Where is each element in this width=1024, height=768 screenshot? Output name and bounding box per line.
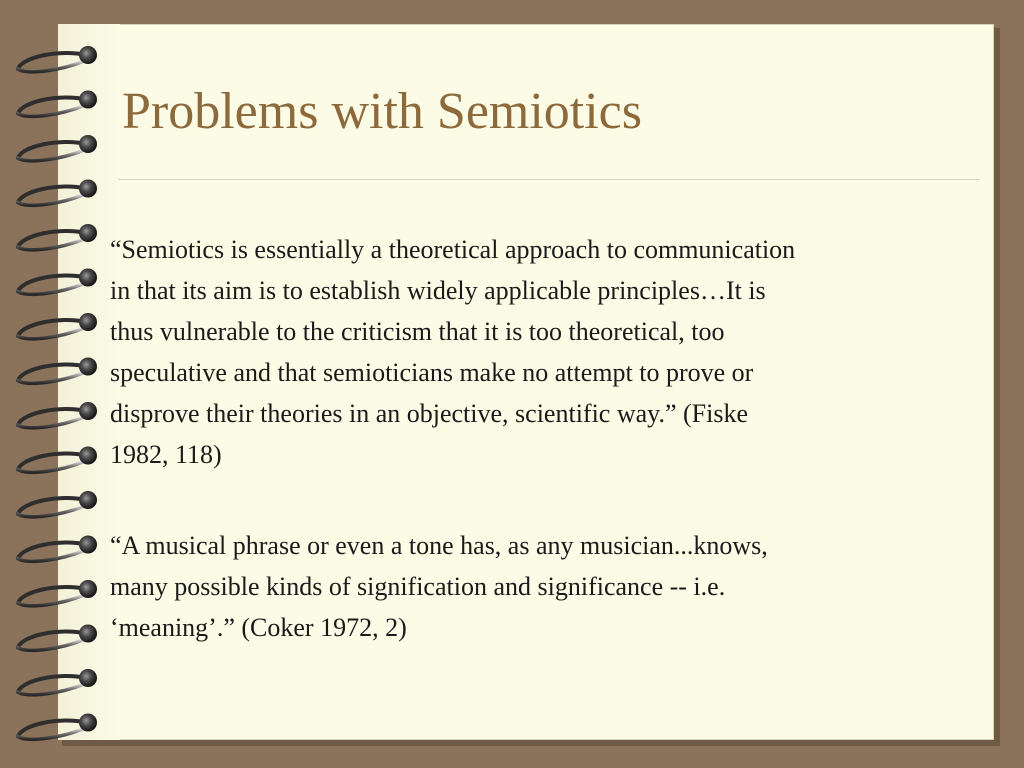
spiral-ring-icon (18, 625, 97, 651)
spiral-ring-icon (18, 447, 97, 473)
spiral-ring-icon (18, 669, 97, 695)
spiral-ring-icon (18, 714, 97, 740)
quote-fiske: “Semiotics is essentially a theoretical approach to communication in that its aim is to establish widely applicable principles…It is thus vulnerable to the criticism that it is too theoretical, too speculative and that semioticians make no attempt to prove or disprove their theories in an objective, scientific way.” (Fiske 1982, 118) (110, 235, 796, 469)
spiral-ring-icon (18, 536, 97, 562)
spiral-ring-icon (18, 46, 97, 72)
spiral-ring-icon (18, 135, 97, 161)
spiral-ring-icon (18, 224, 97, 250)
spiral-ring-icon (18, 402, 97, 428)
spiral-ring-icon (18, 491, 97, 517)
spiral-ring-icon (18, 358, 97, 384)
spiral-ring-icon (18, 580, 97, 606)
spiral-ring-icon (18, 313, 97, 339)
spiral-ring-icon (18, 269, 97, 295)
quote-coker: “A musical phrase or even a tone has, as any musician...knows, many possible kinds of signification and significance -- i.e. ‘meaning’.” (Coker 1972, 2) (110, 531, 768, 642)
slide-title: Problems with Semiotics (122, 83, 642, 140)
spiral-ring-icon (18, 91, 97, 117)
spiral-ring-icon (18, 180, 97, 206)
title-divider (118, 179, 980, 180)
